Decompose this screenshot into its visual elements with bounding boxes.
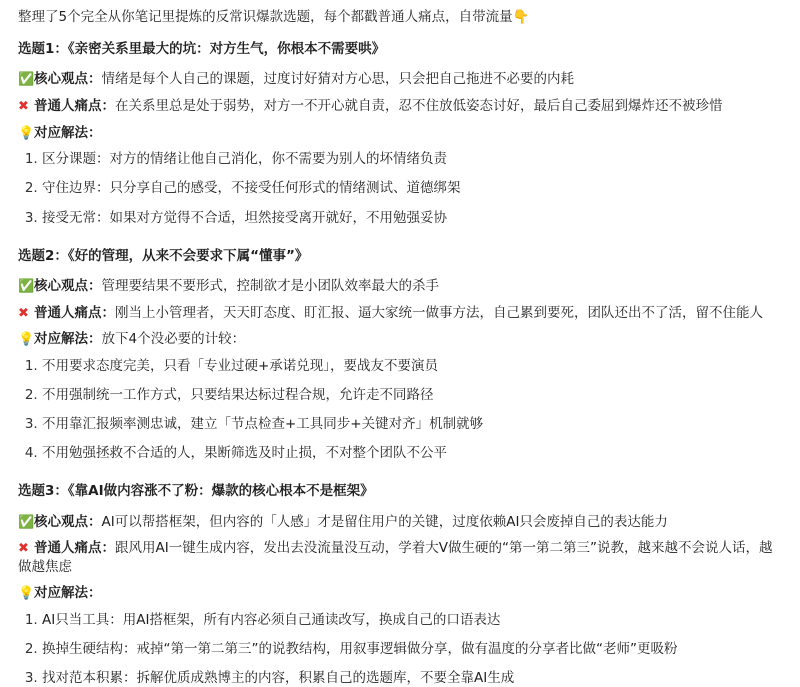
topic-title: 选题3：《靠AI做内容涨不了粉：爆款的核心根本不是框架》: [18, 483, 374, 500]
cross-icon: ✖: [18, 305, 29, 321]
lightbulb-icon: 💡: [18, 332, 35, 348]
pain-point-row: [18, 97, 782, 116]
lightbulb-icon: 💡: [18, 586, 35, 601]
cross-icon: ✖: [18, 98, 29, 114]
check-icon: ✅: [18, 72, 35, 88]
solution-row: [18, 584, 782, 603]
pain-point-row: [18, 304, 782, 323]
pain-label: 普通人痛点：: [34, 304, 115, 321]
core-label: 核心观点：: [34, 71, 102, 88]
list-item: 3. 不用靠汇报频率测忠诚，建立「节点检查+工具同步+关键对齐」机制就够: [42, 415, 782, 433]
core-text: 管理要结果不要形式，控制欲才是小团队效率最大的杀手: [101, 277, 439, 294]
core-label: 核心观点：: [34, 277, 102, 294]
list-item: 2. 不用强制统一工作方式，只要结果达标过程合规，允许走不同路径: [42, 386, 782, 404]
core-point-row: [18, 70, 782, 89]
core-text: AI可以帮搭框架，但内容的「人感」才是留住用户的关键，过度依赖AI只会废掉自己的表达能力: [101, 513, 668, 530]
core-label: 核心观点：: [34, 513, 102, 530]
pain-text: 跟风用AI一键生成内容，发出去没流量没互动，学着大V做生硬的“第一第二第三”说教，越来越不会说人话，越做越焦虑: [18, 540, 773, 575]
pain-text: 在关系里总是处于弱势，对方一不开心就自责，忍不住放低姿态讨好，最后自己委屈到爆炸还不被珍惜: [115, 97, 723, 114]
core-text: 情绪是每个人自己的课题，过度讨好猜对方心思，只会把自己拖进不必要的内耗: [101, 71, 574, 88]
solution-list: [18, 150, 782, 227]
pain-text: 刚当上小管理者，天天盯态度、盯汇报、逼大家统一做事方法，自己累到要死，团队还出不了活，留不住能人: [115, 304, 763, 321]
solution-label: 对应解法：: [34, 585, 102, 601]
list-item: 3. 找对范本积累：拆解优质成熟博主的内容，积累自己的选题库，不要全靠AI生成: [42, 669, 782, 687]
pain-label: 普通人痛点：: [34, 97, 115, 114]
solution-list: [18, 357, 782, 463]
solution-row: [18, 124, 782, 143]
list-item: 2. 守住边界：只分享自己的感受，不接受任何形式的情绪测试、道德绑架: [42, 179, 782, 197]
check-icon: ✅: [18, 278, 35, 294]
core-point-row: [18, 513, 782, 532]
list-item: 1. 区分课题：对方的情绪让他自己消化，你不需要为别人的坏情绪负责: [42, 150, 782, 168]
check-icon: ✅: [18, 514, 35, 530]
topic-2: [18, 247, 782, 463]
topic-3: [18, 482, 782, 687]
list-item: 1. AI只当工具：用AI搭框架，所有内容必须自己通读改写，换成自己的口语表达: [42, 611, 782, 629]
intro-text: 整理了5个完全从你笔记里提炼的反常识爆款选题，每个都戳普通人痛点，自带流量👇: [18, 9, 530, 25]
list-item: 4. 不用勉强拯救不合适的人，果断筛选及时止损，不对整个团队不公平: [42, 444, 782, 462]
list-item: 3. 接受无常：如果对方觉得不合适，坦然接受离开就好，不用勉强妥协: [42, 209, 782, 227]
solution-label: 对应解法：: [34, 124, 102, 141]
pain-point-row: [18, 539, 782, 576]
solution-label: 对应解法：: [34, 331, 102, 348]
pain-label: 普通人痛点：: [34, 540, 115, 557]
solution-text: 放下4个没必要的计较：: [101, 331, 246, 348]
lightbulb-icon: 💡: [18, 125, 35, 141]
topic-title: 选题1：《亲密关系里最大的坑：对方生气，你根本不需要哄》: [18, 41, 386, 58]
solution-list: [18, 611, 782, 687]
list-item: 1. 不用要求态度完美，只看「专业过硬+承诺兑现」，要战友不要演员: [42, 357, 782, 375]
list-item: 2. 换掉生硬结构：戒掉“第一第二第三”的说教结构，用叙事逻辑做分享，做有温度的分享者比做“老师”更吸粉: [42, 640, 782, 658]
cross-icon: ✖: [18, 541, 29, 557]
topic-title: 选题2：《好的管理，从来不会要求下属“懂事”》: [18, 247, 309, 264]
topic-1: [18, 40, 782, 227]
core-point-row: [18, 277, 782, 296]
solution-row: [18, 330, 782, 349]
